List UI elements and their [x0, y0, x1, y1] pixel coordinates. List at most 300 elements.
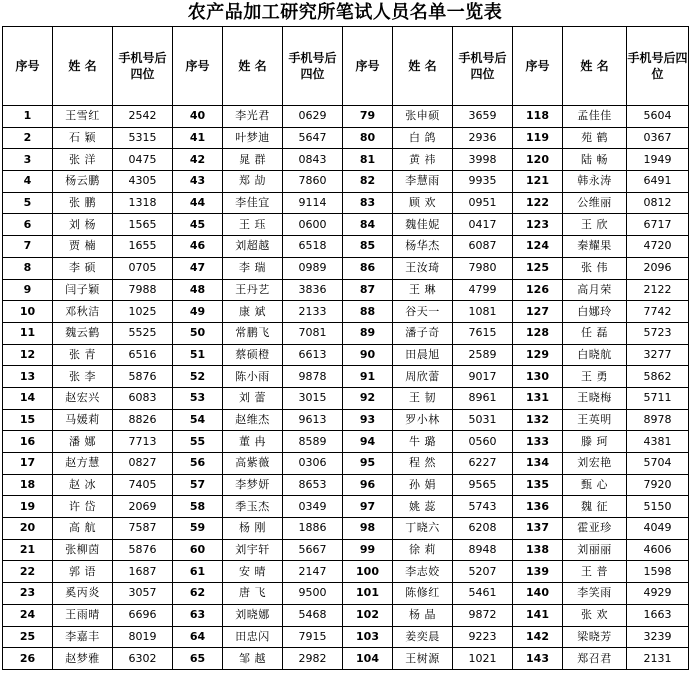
seq-cell: 93: [343, 409, 393, 431]
seq-cell: 120: [513, 149, 563, 171]
seq-cell: 49: [173, 301, 223, 323]
name-cell: 唐 飞: [223, 583, 283, 605]
name-cell: 黄 祎: [393, 149, 453, 171]
table-row: [3, 192, 689, 214]
seq-cell: 98: [343, 518, 393, 540]
phone-cell: 7915: [283, 626, 343, 648]
phone-cell: 2982: [283, 648, 343, 670]
name-cell: 高紫薇: [223, 453, 283, 475]
seq-cell: 44: [173, 192, 223, 214]
seq-cell: 12: [3, 344, 53, 366]
phone-cell: 9935: [453, 171, 513, 193]
phone-cell: 0600: [283, 214, 343, 236]
seq-cell: 132: [513, 409, 563, 431]
phone-cell: 0843: [283, 149, 343, 171]
name-cell: 晁 群: [223, 149, 283, 171]
seq-cell: 46: [173, 236, 223, 258]
name-cell: 李笑雨: [563, 583, 627, 605]
seq-cell: 130: [513, 366, 563, 388]
seq-cell: 94: [343, 431, 393, 453]
name-cell: 滕 珂: [563, 431, 627, 453]
seq-cell: 133: [513, 431, 563, 453]
phone-cell: 9872: [453, 604, 513, 626]
seq-cell: 61: [173, 561, 223, 583]
table-row: [3, 171, 689, 193]
name-cell: 杨云鹏: [53, 171, 113, 193]
seq-cell: 143: [513, 648, 563, 670]
phone-cell: 2069: [113, 496, 173, 518]
name-cell: 李慧雨: [393, 171, 453, 193]
phone-cell: 4305: [113, 171, 173, 193]
seq-cell: 58: [173, 496, 223, 518]
phone-cell: 5525: [113, 322, 173, 344]
seq-cell: 42: [173, 149, 223, 171]
phone-cell: 3277: [627, 344, 689, 366]
phone-cell: 5315: [113, 127, 173, 149]
name-cell: 石 颖: [53, 127, 113, 149]
name-cell: 孟佳佳: [563, 106, 627, 128]
name-cell: 许 岱: [53, 496, 113, 518]
phone-cell: 5862: [627, 366, 689, 388]
name-cell: 谷天一: [393, 301, 453, 323]
seq-cell: 17: [3, 453, 53, 475]
seq-cell: 4: [3, 171, 53, 193]
phone-cell: 2589: [453, 344, 513, 366]
phone-cell: 7081: [283, 322, 343, 344]
name-cell: 王 韧: [393, 387, 453, 409]
seq-cell: 135: [513, 474, 563, 496]
table-row: [3, 518, 689, 540]
header-seq: 序号: [3, 27, 53, 106]
name-cell: 田晨旭: [393, 344, 453, 366]
phone-cell: 5031: [453, 409, 513, 431]
name-cell: 陈小雨: [223, 366, 283, 388]
name-cell: 赵方慧: [53, 453, 113, 475]
table-row: [3, 257, 689, 279]
phone-cell: 5723: [627, 322, 689, 344]
name-cell: 李志姣: [393, 561, 453, 583]
name-cell: 周欣蕾: [393, 366, 453, 388]
seq-cell: 45: [173, 214, 223, 236]
phone-cell: 9223: [453, 626, 513, 648]
seq-cell: 62: [173, 583, 223, 605]
seq-cell: 43: [173, 171, 223, 193]
name-cell: 姚 蕊: [393, 496, 453, 518]
phone-cell: 8978: [627, 409, 689, 431]
name-cell: 马媛莉: [53, 409, 113, 431]
phone-cell: 5468: [283, 604, 343, 626]
name-cell: 孙 娟: [393, 474, 453, 496]
seq-cell: 14: [3, 387, 53, 409]
seq-cell: 104: [343, 648, 393, 670]
name-cell: 魏 征: [563, 496, 627, 518]
phone-cell: 0349: [283, 496, 343, 518]
seq-cell: 100: [343, 561, 393, 583]
seq-cell: 81: [343, 149, 393, 171]
seq-cell: 84: [343, 214, 393, 236]
phone-cell: 6087: [453, 236, 513, 258]
name-cell: 陈修红: [393, 583, 453, 605]
phone-cell: 6516: [113, 344, 173, 366]
table-row: [3, 149, 689, 171]
phone-cell: 1687: [113, 561, 173, 583]
name-cell: 张 鹏: [53, 192, 113, 214]
roster-table: [2, 26, 689, 670]
table-row: [3, 214, 689, 236]
name-cell: 高月荣: [563, 279, 627, 301]
name-cell: 刘超越: [223, 236, 283, 258]
table-row: [3, 539, 689, 561]
seq-cell: 48: [173, 279, 223, 301]
phone-cell: 6227: [453, 453, 513, 475]
phone-cell: 7742: [627, 301, 689, 323]
seq-cell: 5: [3, 192, 53, 214]
name-cell: 王 琳: [393, 279, 453, 301]
phone-cell: 7920: [627, 474, 689, 496]
name-cell: 王雪红: [53, 106, 113, 128]
seq-cell: 3: [3, 149, 53, 171]
name-cell: 奚丙炎: [53, 583, 113, 605]
phone-cell: 5704: [627, 453, 689, 475]
seq-cell: 83: [343, 192, 393, 214]
seq-cell: 97: [343, 496, 393, 518]
seq-cell: 124: [513, 236, 563, 258]
name-cell: 张 欢: [563, 604, 627, 626]
phone-cell: 8826: [113, 409, 173, 431]
table-row: [3, 561, 689, 583]
seq-cell: 24: [3, 604, 53, 626]
name-cell: 李 硕: [53, 257, 113, 279]
phone-cell: 4799: [453, 279, 513, 301]
phone-cell: 7988: [113, 279, 173, 301]
name-cell: 刘晓娜: [223, 604, 283, 626]
header-name: 姓 名: [223, 27, 283, 106]
header-seq: 序号: [343, 27, 393, 106]
phone-cell: 6208: [453, 518, 513, 540]
phone-cell: 0827: [113, 453, 173, 475]
phone-cell: 3998: [453, 149, 513, 171]
phone-cell: 7587: [113, 518, 173, 540]
seq-cell: 103: [343, 626, 393, 648]
name-cell: 王英明: [563, 409, 627, 431]
seq-cell: 22: [3, 561, 53, 583]
name-cell: 李佳宜: [223, 192, 283, 214]
phone-cell: 5647: [283, 127, 343, 149]
phone-cell: 8019: [113, 626, 173, 648]
name-cell: 季玉杰: [223, 496, 283, 518]
phone-cell: 6518: [283, 236, 343, 258]
seq-cell: 65: [173, 648, 223, 670]
seq-cell: 136: [513, 496, 563, 518]
seq-cell: 59: [173, 518, 223, 540]
phone-cell: 8589: [283, 431, 343, 453]
name-cell: 杨 晶: [393, 604, 453, 626]
table-row: [3, 236, 689, 258]
name-cell: 赵 冰: [53, 474, 113, 496]
name-cell: 甄 心: [563, 474, 627, 496]
phone-cell: 5743: [453, 496, 513, 518]
seq-cell: 127: [513, 301, 563, 323]
phone-cell: 2936: [453, 127, 513, 149]
name-cell: 田忠闪: [223, 626, 283, 648]
name-cell: 霍亚珍: [563, 518, 627, 540]
seq-cell: 9: [3, 279, 53, 301]
phone-cell: 0367: [627, 127, 689, 149]
table-row: [3, 453, 689, 475]
phone-cell: 1949: [627, 149, 689, 171]
seq-cell: 79: [343, 106, 393, 128]
phone-cell: 0560: [453, 431, 513, 453]
seq-cell: 139: [513, 561, 563, 583]
table-row: [3, 648, 689, 670]
table-row: [3, 474, 689, 496]
phone-cell: 1021: [453, 648, 513, 670]
name-cell: 赵梦雅: [53, 648, 113, 670]
phone-cell: 2542: [113, 106, 173, 128]
seq-cell: 2: [3, 127, 53, 149]
name-cell: 姜奕晨: [393, 626, 453, 648]
seq-cell: 53: [173, 387, 223, 409]
seq-cell: 63: [173, 604, 223, 626]
phone-cell: 8961: [453, 387, 513, 409]
seq-cell: 121: [513, 171, 563, 193]
seq-cell: 10: [3, 301, 53, 323]
header-name: 姓 名: [393, 27, 453, 106]
name-cell: 刘宇轩: [223, 539, 283, 561]
phone-cell: 0475: [113, 149, 173, 171]
seq-cell: 40: [173, 106, 223, 128]
phone-cell: 2122: [627, 279, 689, 301]
name-cell: 杨 刚: [223, 518, 283, 540]
seq-cell: 55: [173, 431, 223, 453]
seq-cell: 54: [173, 409, 223, 431]
name-cell: 赵维杰: [223, 409, 283, 431]
name-cell: 张 洋: [53, 149, 113, 171]
name-cell: 张申硕: [393, 106, 453, 128]
table-row: [3, 387, 689, 409]
name-cell: 李梦妍: [223, 474, 283, 496]
table-row: [3, 409, 689, 431]
phone-cell: 1318: [113, 192, 173, 214]
name-cell: 公维丽: [563, 192, 627, 214]
seq-cell: 51: [173, 344, 223, 366]
header-seq: 序号: [513, 27, 563, 106]
phone-cell: 5876: [113, 539, 173, 561]
table-row: [3, 604, 689, 626]
phone-cell: 8948: [453, 539, 513, 561]
phone-cell: 5207: [453, 561, 513, 583]
header-name: 姓 名: [53, 27, 113, 106]
seq-cell: 23: [3, 583, 53, 605]
phone-cell: 6302: [113, 648, 173, 670]
name-cell: 张 李: [53, 366, 113, 388]
seq-cell: 128: [513, 322, 563, 344]
phone-cell: 1598: [627, 561, 689, 583]
name-cell: 罗小林: [393, 409, 453, 431]
table-row: [3, 322, 689, 344]
name-cell: 刘 杨: [53, 214, 113, 236]
seq-cell: 140: [513, 583, 563, 605]
table-row: [3, 344, 689, 366]
seq-cell: 101: [343, 583, 393, 605]
phone-cell: 3836: [283, 279, 343, 301]
table-row: [3, 626, 689, 648]
name-cell: 刘宏艳: [563, 453, 627, 475]
phone-cell: 3239: [627, 626, 689, 648]
name-cell: 张 青: [53, 344, 113, 366]
phone-cell: 7980: [453, 257, 513, 279]
phone-cell: 0629: [283, 106, 343, 128]
table-row: [3, 583, 689, 605]
name-cell: 王 珏: [223, 214, 283, 236]
phone-cell: 5150: [627, 496, 689, 518]
name-cell: 李嘉丰: [53, 626, 113, 648]
seq-cell: 56: [173, 453, 223, 475]
table-row: [3, 366, 689, 388]
seq-cell: 18: [3, 474, 53, 496]
phone-cell: 9613: [283, 409, 343, 431]
page-title: 农产品加工研究所笔试人员名单一览表: [187, 2, 503, 23]
name-cell: 丁晓六: [393, 518, 453, 540]
phone-cell: 8653: [283, 474, 343, 496]
name-cell: 李光君: [223, 106, 283, 128]
seq-cell: 118: [513, 106, 563, 128]
name-cell: 魏佳妮: [393, 214, 453, 236]
phone-cell: 2147: [283, 561, 343, 583]
seq-cell: 60: [173, 539, 223, 561]
phone-cell: 6717: [627, 214, 689, 236]
seq-cell: 13: [3, 366, 53, 388]
phone-cell: 4929: [627, 583, 689, 605]
name-cell: 叶梦迪: [223, 127, 283, 149]
name-cell: 王树源: [393, 648, 453, 670]
name-cell: 王 普: [563, 561, 627, 583]
phone-cell: 0812: [627, 192, 689, 214]
name-cell: 邓秋洁: [53, 301, 113, 323]
seq-cell: 102: [343, 604, 393, 626]
phone-cell: 5461: [453, 583, 513, 605]
seq-cell: 126: [513, 279, 563, 301]
seq-cell: 134: [513, 453, 563, 475]
seq-cell: 123: [513, 214, 563, 236]
phone-cell: 7713: [113, 431, 173, 453]
name-cell: 安 晴: [223, 561, 283, 583]
seq-cell: 8: [3, 257, 53, 279]
name-cell: 高 航: [53, 518, 113, 540]
name-cell: 张 伟: [563, 257, 627, 279]
name-cell: 牛 璐: [393, 431, 453, 453]
header-name: 姓 名: [563, 27, 627, 106]
phone-cell: 2133: [283, 301, 343, 323]
seq-cell: 142: [513, 626, 563, 648]
phone-cell: 4381: [627, 431, 689, 453]
phone-cell: 2096: [627, 257, 689, 279]
name-cell: 董 冉: [223, 431, 283, 453]
phone-cell: 7615: [453, 322, 513, 344]
seq-cell: 11: [3, 322, 53, 344]
seq-cell: 85: [343, 236, 393, 258]
name-cell: 程 然: [393, 453, 453, 475]
name-cell: 张柳茵: [53, 539, 113, 561]
seq-cell: 122: [513, 192, 563, 214]
name-cell: 王汝琦: [393, 257, 453, 279]
name-cell: 白 鸽: [393, 127, 453, 149]
seq-cell: 47: [173, 257, 223, 279]
phone-cell: 4720: [627, 236, 689, 258]
name-cell: 顾 欢: [393, 192, 453, 214]
phone-cell: 1565: [113, 214, 173, 236]
seq-cell: 137: [513, 518, 563, 540]
phone-cell: 6491: [627, 171, 689, 193]
name-cell: 郭 语: [53, 561, 113, 583]
phone-cell: 7405: [113, 474, 173, 496]
phone-cell: 1886: [283, 518, 343, 540]
name-cell: 梁晓芳: [563, 626, 627, 648]
header-phone: 手机号后四位: [113, 27, 173, 106]
name-cell: 韩永涛: [563, 171, 627, 193]
name-cell: 魏云鹤: [53, 322, 113, 344]
seq-cell: 16: [3, 431, 53, 453]
name-cell: 任 磊: [563, 322, 627, 344]
table-row: [3, 301, 689, 323]
name-cell: 王 勇: [563, 366, 627, 388]
name-cell: 陆 畅: [563, 149, 627, 171]
name-cell: 王晓梅: [563, 387, 627, 409]
phone-cell: 3015: [283, 387, 343, 409]
seq-cell: 80: [343, 127, 393, 149]
phone-cell: 6083: [113, 387, 173, 409]
seq-cell: 25: [3, 626, 53, 648]
phone-cell: 5876: [113, 366, 173, 388]
header-phone: 手机号后四位: [453, 27, 513, 106]
seq-cell: 82: [343, 171, 393, 193]
name-cell: 秦耀果: [563, 236, 627, 258]
seq-cell: 96: [343, 474, 393, 496]
name-cell: 康 斌: [223, 301, 283, 323]
name-cell: 潘 娜: [53, 431, 113, 453]
seq-cell: 119: [513, 127, 563, 149]
phone-cell: 0417: [453, 214, 513, 236]
phone-cell: 1655: [113, 236, 173, 258]
seq-cell: 90: [343, 344, 393, 366]
seq-cell: 15: [3, 409, 53, 431]
seq-cell: 41: [173, 127, 223, 149]
header-phone: 手机号后四位: [283, 27, 343, 106]
phone-cell: 9500: [283, 583, 343, 605]
name-cell: 白娜玲: [563, 301, 627, 323]
header-phone: 手机号后四位: [627, 27, 689, 106]
phone-cell: 6613: [283, 344, 343, 366]
name-cell: 王丹艺: [223, 279, 283, 301]
name-cell: 苑 鹤: [563, 127, 627, 149]
phone-cell: 5667: [283, 539, 343, 561]
seq-cell: 125: [513, 257, 563, 279]
phone-cell: 2131: [627, 648, 689, 670]
phone-cell: 3057: [113, 583, 173, 605]
name-cell: 李 瑞: [223, 257, 283, 279]
seq-cell: 19: [3, 496, 53, 518]
name-cell: 常鹏飞: [223, 322, 283, 344]
phone-cell: 6696: [113, 604, 173, 626]
seq-cell: 52: [173, 366, 223, 388]
seq-cell: 57: [173, 474, 223, 496]
seq-cell: 50: [173, 322, 223, 344]
seq-cell: 6: [3, 214, 53, 236]
seq-cell: 20: [3, 518, 53, 540]
seq-cell: 141: [513, 604, 563, 626]
name-cell: 郑 劼: [223, 171, 283, 193]
name-cell: 潘子奇: [393, 322, 453, 344]
